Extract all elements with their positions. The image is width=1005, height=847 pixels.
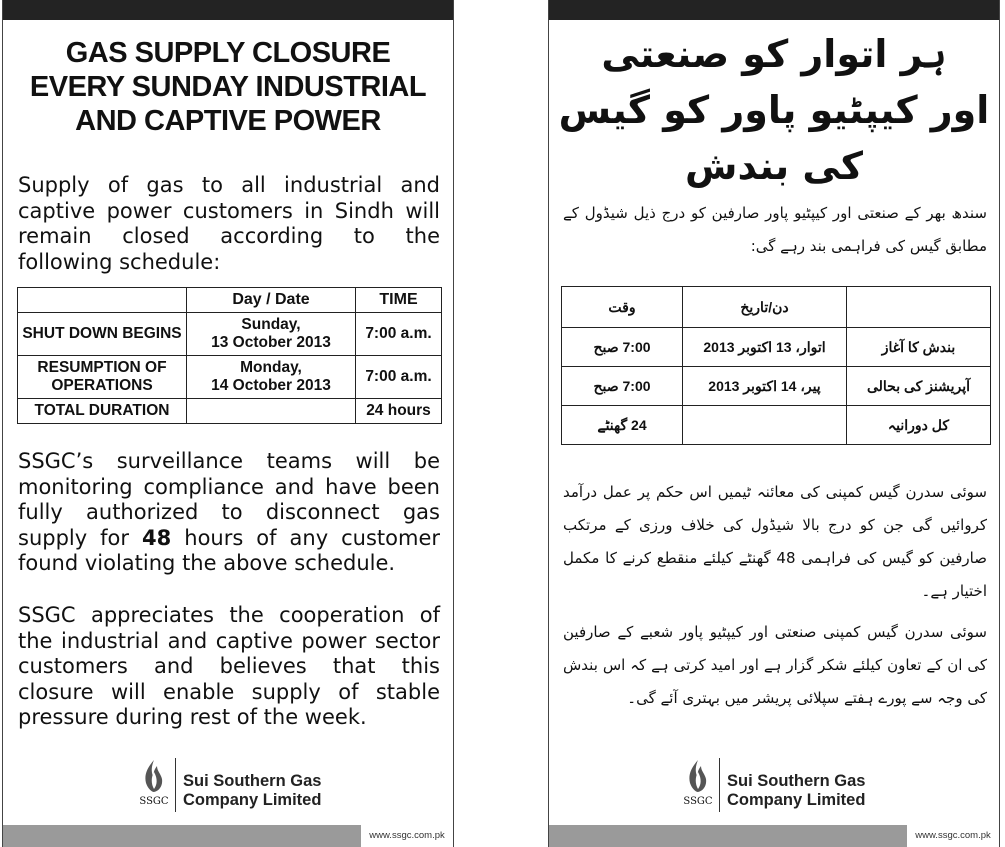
date-text: 13 October 2013	[211, 334, 331, 351]
event-cell: بندش کا آغاز	[847, 328, 991, 367]
date-cell	[187, 356, 356, 399]
urdu-surveillance-paragraph: سوئی سدرن گیس کمپنی کی معائنہ ٹیمیں اس حکم پر عمل درآمد کروائیں گی جن کو درج بالا شیڈول کی خلاف ورزی کے مرتکب صارفین کو گیس کی فراہمی 48 گھنٹے کیلئے منقطع کرنے کا مکمل اختیار ہے۔	[563, 483, 987, 600]
time-cell: 24 گھنٹے	[562, 406, 683, 445]
logo-abbreviation: SSGC	[683, 796, 713, 807]
table-row	[18, 356, 442, 399]
table-header-event	[18, 288, 187, 313]
urdu-headline-line-3: کی بندش	[685, 144, 863, 188]
logo-divider	[175, 758, 176, 812]
date-cell: اتوار، 13 اکتوبر 2013	[683, 328, 847, 367]
table-row	[562, 328, 991, 367]
event-cell: TOTAL DURATION	[18, 399, 187, 424]
table-row	[562, 367, 991, 406]
logo-abbreviation: SSGC	[139, 796, 169, 807]
english-notice-panel	[2, 0, 454, 847]
top-bar	[3, 0, 453, 20]
table-header-date: Day / Date	[187, 288, 356, 313]
surveillance-paragraph: SSGC’s surveillance teams will be monitoring compliance and have been fully authorized to disconnect gas supply for 48 hours of any customer found violating the above schedule.	[18, 449, 440, 575]
day-text: Monday,	[240, 359, 302, 376]
website-url: www.ssgc.com.pk	[361, 825, 453, 847]
company-name: Sui Southern Gas Company Limited	[183, 772, 322, 809]
date-cell	[187, 313, 356, 356]
hours-count: 48	[142, 525, 172, 550]
top-bar	[549, 0, 999, 20]
headline-line-1: GAS SUPPLY CLOSURE	[65, 37, 391, 69]
event-cell: کل دورانیہ	[847, 406, 991, 445]
date-cell: پیر، 14 اکتوبر 2013	[683, 367, 847, 406]
table-row	[18, 399, 442, 424]
bottom-bar	[549, 825, 999, 847]
time-cell: 7:00 a.m.	[356, 313, 442, 356]
urdu-headline-line-1: ہر اتوار کو صنعتی	[601, 32, 947, 76]
website-url: www.ssgc.com.pk	[907, 825, 999, 847]
urdu-headline-line-2: اور کیپٹیو پاور کو گیس	[558, 88, 990, 132]
date-cell	[683, 406, 847, 445]
event-cell: SHUT DOWN BEGINS	[18, 313, 187, 356]
table-row	[562, 406, 991, 445]
flame-icon	[681, 758, 715, 794]
urdu-appreciation-paragraph: سوئی سدرن گیس کمپنی صنعتی اور کیپٹیو پاور شعبے کے صارفین کی ان کے تعاون کیلئے شکر گزار ہے اور امید کرتی ہے کہ اس بندش کی وجہ سے پورے ہفتے سپلائی پریشر میں بہتری آئے گی۔	[563, 623, 987, 707]
table-header-event	[847, 287, 991, 328]
time-cell: 7:00 صبح	[562, 328, 683, 367]
table-header-date: دن/تاریخ	[683, 287, 847, 328]
urdu-schedule-table	[561, 286, 991, 445]
flame-icon	[137, 758, 171, 794]
appreciation-paragraph: SSGC appreciates the cooperation of the industrial and captive power sector customers and believes that this closure will enable supply of stable pressure during rest of the week.	[18, 603, 440, 729]
headline-line-2: EVERY SUNDAY INDUSTRIAL	[29, 71, 427, 103]
table-header-row	[562, 287, 991, 328]
urdu-notice-panel	[548, 0, 1000, 847]
date-text: 14 October 2013	[211, 377, 331, 394]
table-row	[18, 313, 442, 356]
company-name: Sui Southern Gas Company Limited	[727, 772, 866, 809]
notice-headline	[3, 36, 453, 138]
table-header-time: وقت	[562, 287, 683, 328]
logo-divider	[719, 758, 720, 812]
event-cell: RESUMPTION OF OPERATIONS	[18, 356, 187, 399]
day-text: Sunday,	[241, 316, 301, 333]
urdu-headline	[549, 26, 999, 194]
time-cell: 7:00 صبح	[562, 367, 683, 406]
date-cell	[187, 399, 356, 424]
time-cell: 24 hours	[356, 399, 442, 424]
table-header-row	[18, 288, 442, 313]
table-header-time: TIME	[356, 288, 442, 313]
schedule-table	[17, 287, 442, 424]
urdu-intro-paragraph: سندھ بھر کے صنعتی اور کیپٹیو پاور صارفین کو درج ذیل شیڈول کے مطابق گیس کی فراہمی بند رہے گی:	[563, 204, 987, 255]
time-cell: 7:00 a.m.	[356, 356, 442, 399]
event-cell: آپریشنز کی بحالی	[847, 367, 991, 406]
intro-paragraph: Supply of gas to all industrial and captive power customers in Sindh will remain closed according to the following schedule:	[18, 173, 440, 274]
bottom-bar	[3, 825, 453, 847]
headline-line-3: AND CAPTIVE POWER	[75, 105, 381, 137]
